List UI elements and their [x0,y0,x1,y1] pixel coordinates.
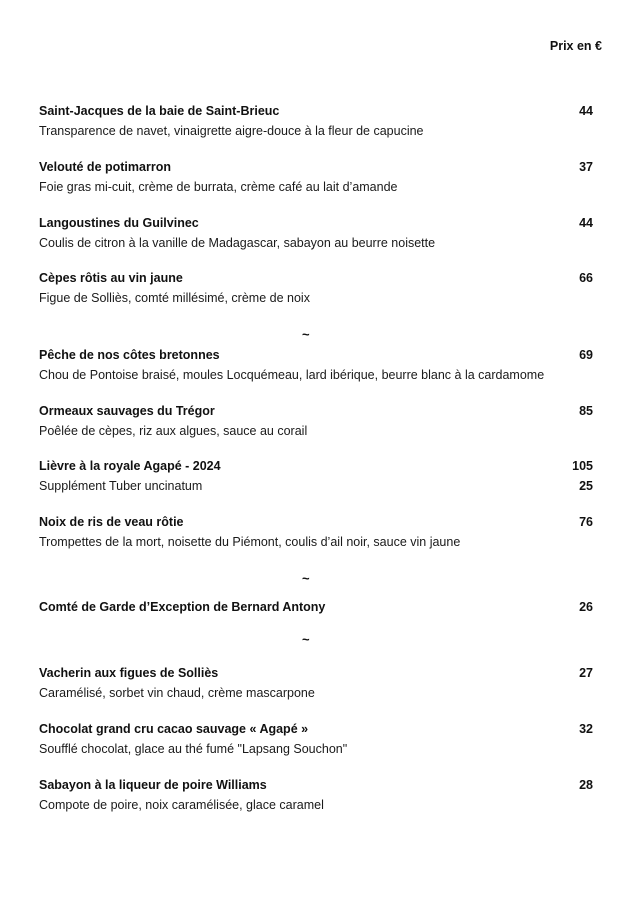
dish-title: Cèpes rôtis au vin jaune [39,271,183,285]
dish-title: Langoustines du Guilvinec [39,216,199,230]
dish-price: 44 [579,104,593,118]
dish-description: Compote de poire, noix caramélisée, glace caramel [39,798,324,812]
dish-description: Figue de Solliès, comté millésimé, crème de noix [39,291,310,305]
dish-price: 69 [579,348,593,362]
dish-description: Foie gras mi-cuit, crème de burrata, crème café au lait d’amande [39,180,398,194]
dish-price: 44 [579,216,593,230]
dish-description: Poêlée de cèpes, riz aux algues, sauce au corail [39,424,308,438]
dish-title: Velouté de potimarron [39,160,171,174]
price-header: Prix en € [549,39,602,53]
dish-title: Pêche de nos côtes bretonnes [39,348,220,362]
dish-title: Noix de ris de veau rôtie [39,515,184,529]
dish-title: Comté de Garde d’Exception de Bernard Antony [39,600,326,614]
dish-description: Trompettes de la mort, noisette du Piémont, coulis d’ail noir, sauce vin jaune [39,535,461,549]
dish-description: Transparence de navet, vinaigrette aigre-douce à la fleur de capucine [39,124,424,138]
dish-price: 37 [579,160,593,174]
section-separator: ~ [302,327,310,342]
dish-price: 27 [579,666,593,680]
dish-description: Caramélisé, sorbet vin chaud, crème mascarpone [39,686,315,700]
dish-title: Saint-Jacques de la baie de Saint-Brieuc [39,104,280,118]
dish-price: 105 [572,459,593,473]
dish-price: 76 [579,515,593,529]
dish-title: Ormeaux sauvages du Trégor [39,404,215,418]
dish-price: 32 [579,722,593,736]
dish-price: 85 [579,404,593,418]
dish-description: Supplément Tuber uncinatum [39,479,203,493]
section-separator: ~ [302,571,310,586]
dish-title: Vacherin aux figues de Solliès [39,666,219,680]
dish-description: Coulis de citron à la vanille de Madagascar, sabayon au beurre noisette [39,236,436,250]
dish-title: Lièvre à la royale Agapé - 2024 [39,459,221,473]
dish-price: 26 [579,600,593,614]
section-separator: ~ [302,632,310,647]
dish-description: Chou de Pontoise braisé, moules Locquémeau, lard ibérique, beurre blanc à la cardamome [39,368,545,382]
supplement-price: 25 [579,479,593,493]
dish-price: 66 [579,271,593,285]
dish-description: Soufflé chocolat, glace au thé fumé "Lapsang Souchon" [39,742,348,756]
dish-price: 28 [579,778,593,792]
dish-title: Chocolat grand cru cacao sauvage « Agapé » [39,722,309,736]
dish-title: Sabayon à la liqueur de poire Williams [39,778,267,792]
